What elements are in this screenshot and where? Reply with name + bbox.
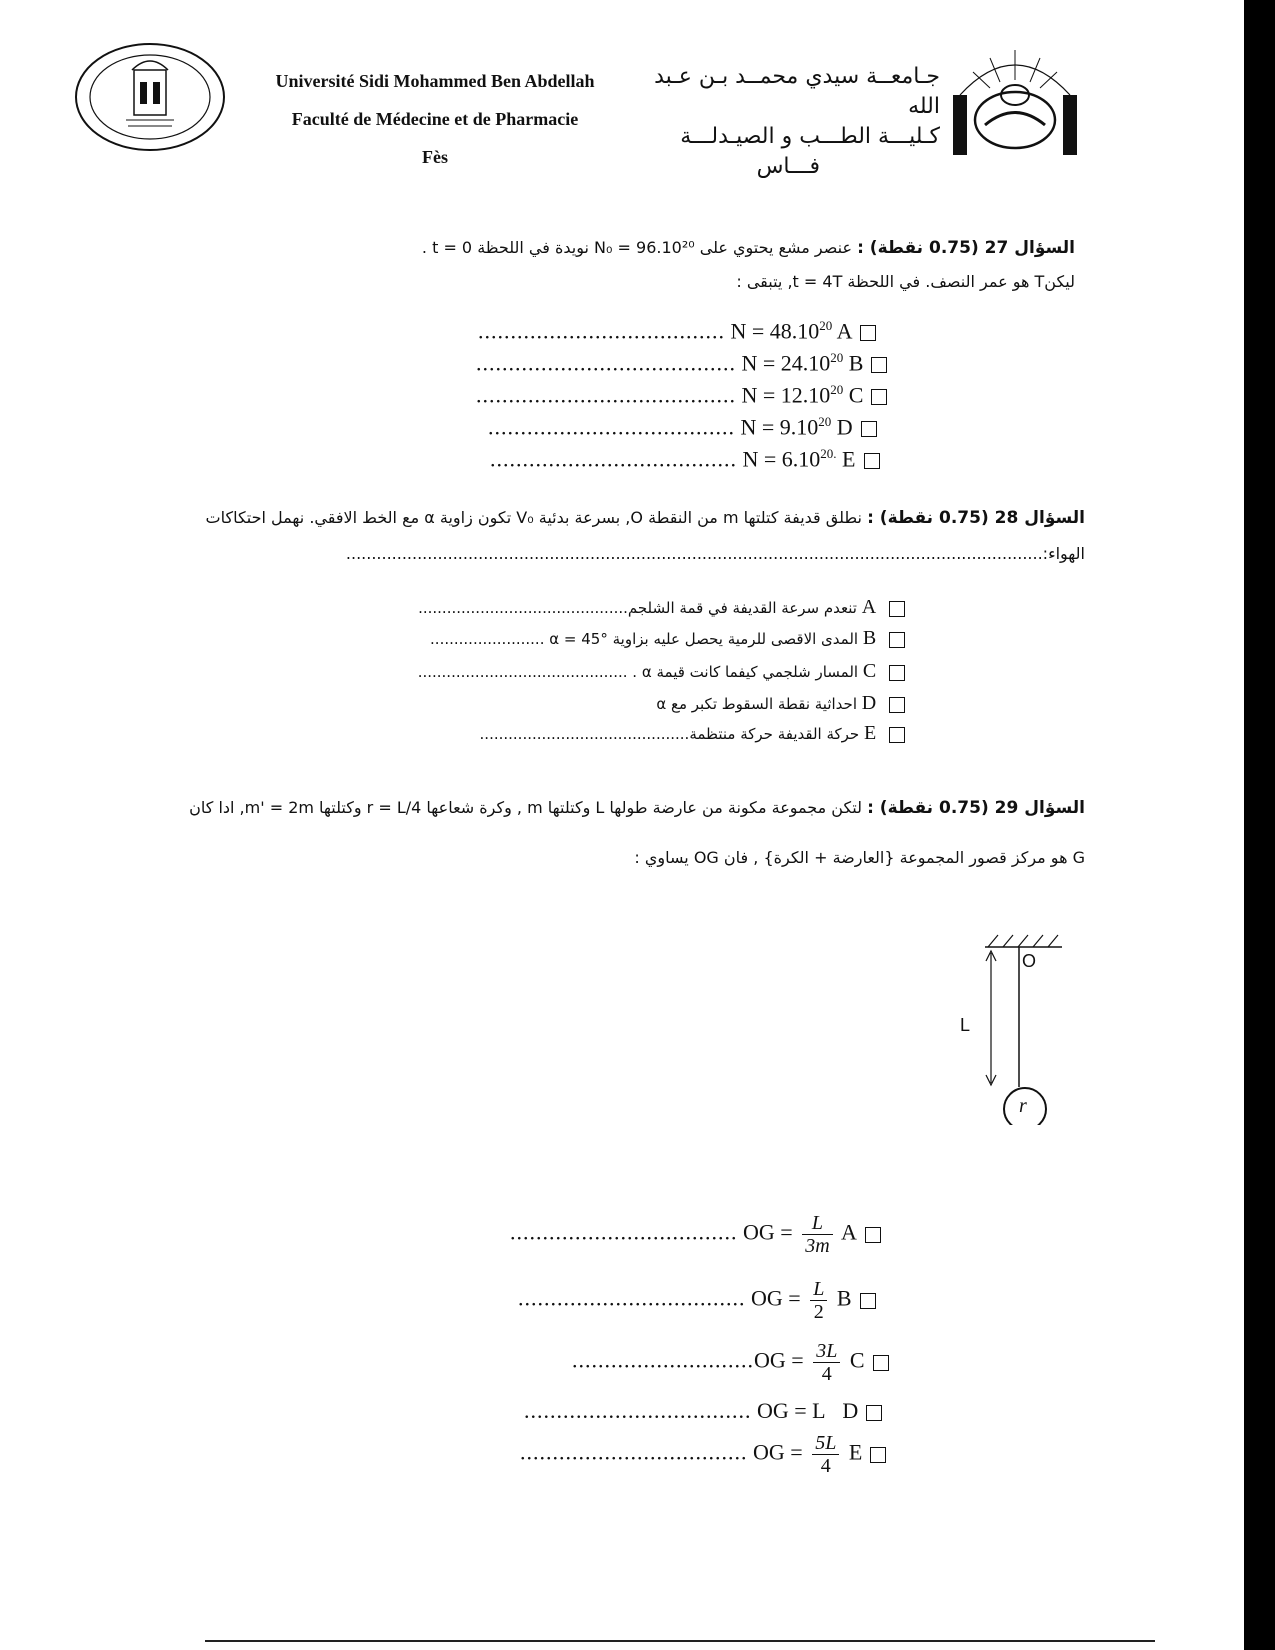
q28-text-line2	[185, 544, 1085, 563]
option-exponent: 20	[819, 318, 833, 333]
label-o: O	[1022, 951, 1037, 971]
q28-dots-line: .........................................................................................................................................	[345, 544, 1043, 563]
answer-dots: ............................................	[418, 599, 628, 617]
option-exponent: 20.	[820, 446, 837, 461]
option-letter: C	[849, 1347, 865, 1373]
option-expression: N = 9.10	[740, 414, 819, 440]
checkbox[interactable]	[889, 665, 905, 681]
answer-dots: ............................................	[417, 663, 628, 681]
faculty-name-fr: Faculté de Médecine et de Pharmacie	[291, 109, 579, 129]
checkbox[interactable]	[871, 389, 887, 405]
label-r: r	[1019, 1095, 1027, 1117]
q29-option-d[interactable]	[524, 1398, 882, 1424]
checkbox[interactable]	[860, 1293, 876, 1309]
option-lhs: OG =	[754, 1347, 804, 1373]
faculty-seal-logo	[70, 40, 230, 155]
city-ar: فـــاس	[756, 154, 820, 179]
checkbox[interactable]	[865, 1227, 881, 1243]
q29-option-b[interactable]	[518, 1278, 876, 1323]
checkbox[interactable]	[889, 601, 905, 617]
answer-dots: ...................................	[520, 1439, 748, 1465]
q29-option-e[interactable]	[520, 1432, 886, 1477]
q27-statement	[195, 238, 1075, 258]
q28-air-label: الهواء:	[1042, 544, 1085, 563]
q27-option-d[interactable]	[488, 414, 877, 440]
q27-option-b[interactable]	[476, 350, 887, 376]
answer-dots: ......................................	[490, 446, 737, 472]
answer-dots: ........................................	[476, 382, 736, 408]
q28-option-b[interactable]	[430, 627, 905, 650]
q27-title: السؤال 27 (0.75 نقطة) :	[857, 238, 1075, 258]
option-letter: E	[864, 722, 877, 744]
q29-title: السؤال 29 (0.75 نقطة) :	[867, 798, 1085, 818]
option-expression: N = 12.10	[741, 382, 831, 408]
q27-text-line1: عنصر مشع يحتوي على N₀ = 96.10²⁰ نويدة في اللحظة t = 0 .	[421, 238, 852, 257]
answer-dots: ......................................	[478, 318, 725, 344]
option-expression: N = 6.10	[742, 446, 821, 472]
university-emblem-logo	[945, 40, 1085, 160]
option-letter: A	[861, 596, 877, 618]
option-letter: B	[862, 627, 877, 649]
answer-dots: ............................	[572, 1347, 754, 1373]
q28-title: السؤال 28 (0.75 نقطة) :	[867, 508, 1085, 528]
q27-option-a[interactable]	[478, 318, 876, 344]
scan-edge-bar	[1244, 0, 1275, 1650]
fraction-denominator: 4	[821, 1363, 832, 1385]
university-name-ar: جـامعــة سيدي محمــد بـن عـبد الله	[654, 64, 940, 119]
checkbox[interactable]	[889, 727, 905, 743]
option-text: احداثية نقطة السقوط تكبر مع α	[656, 695, 857, 713]
answer-dots: ............................................	[479, 725, 690, 743]
option-exponent: 20	[818, 414, 832, 429]
q29-text-line2: G هو مركز قصور المجموعة {العارضة + الكرة} , فان OG يساوي :	[634, 848, 1085, 867]
fraction-numerator: 3L	[813, 1340, 840, 1363]
checkbox[interactable]	[873, 1355, 889, 1371]
checkbox[interactable]	[870, 1447, 886, 1463]
option-letter: B	[836, 1285, 852, 1311]
header-french	[235, 62, 635, 176]
option-letter: C	[848, 382, 864, 408]
option-letter: A	[840, 1219, 857, 1245]
checkbox[interactable]	[860, 325, 876, 341]
option-lhs: OG =	[753, 1439, 803, 1465]
q29-statement	[165, 798, 1085, 818]
q28-text-line1: نطلق قديفة كتلتها m من النقطة O, بسرعة بدئية V₀ تكون زاوية α مع الخط الافقي. نهمل احتكاكات	[205, 508, 862, 527]
q27-option-c[interactable]	[476, 382, 887, 408]
option-fraction	[802, 1212, 832, 1257]
checkbox[interactable]	[861, 421, 877, 437]
option-exponent: 20	[830, 350, 844, 365]
option-lhs: OG = L	[757, 1398, 825, 1423]
header-arabic	[640, 62, 940, 182]
option-letter: D	[842, 1398, 859, 1423]
checkbox[interactable]	[889, 632, 905, 648]
option-expression: N = 48.10	[730, 318, 820, 344]
q28-option-a[interactable]	[418, 596, 905, 619]
university-name-fr: Université Sidi Mohammed Ben Abdellah	[275, 71, 595, 91]
option-expression: N = 24.10	[741, 350, 831, 376]
option-text: تنعدم سرعة القديفة في قمة الشلجم	[627, 599, 857, 617]
option-text: المدى الاقصى للرمية يحصل عليه بزاوية α = 45°	[549, 630, 859, 648]
checkbox[interactable]	[866, 1405, 882, 1421]
q29-option-a[interactable]	[510, 1212, 881, 1257]
q28-option-d[interactable]	[656, 692, 905, 715]
q29-option-c[interactable]	[572, 1340, 889, 1385]
option-letter: D	[836, 414, 853, 440]
option-fraction	[812, 1432, 839, 1477]
option-letter: D	[861, 692, 877, 714]
option-letter: E	[842, 446, 856, 472]
city-fr: Fès	[422, 147, 448, 167]
answer-dots: ........................	[430, 630, 545, 648]
q28-option-c[interactable]	[418, 660, 905, 683]
option-letter: E	[848, 1439, 863, 1465]
answer-dots: ......................................	[488, 414, 735, 440]
option-letter: B	[848, 350, 864, 376]
rod-ball-figure	[950, 925, 1080, 1125]
footer-rule	[205, 1640, 1155, 1642]
checkbox[interactable]	[864, 453, 880, 469]
fraction-denominator: 3m	[805, 1235, 830, 1257]
checkbox[interactable]	[871, 357, 887, 373]
option-lhs: OG =	[751, 1285, 801, 1311]
fraction-numerator: L	[802, 1212, 832, 1235]
fraction-denominator: 2	[813, 1301, 824, 1323]
option-fraction	[813, 1340, 840, 1385]
fraction-numerator: 5L	[812, 1432, 839, 1455]
q28-option-e[interactable]	[480, 722, 905, 745]
answer-dots: ...................................	[518, 1285, 746, 1311]
label-l: L	[960, 1015, 971, 1035]
fraction-numerator: L	[810, 1278, 827, 1301]
q27-text-line2: ليكنT هو عمر النصف. في اللحظة t = 4T, يتبقى :	[736, 272, 1075, 291]
q29-text-line1: لتكن مجموعة مكونة من عارضة طولها L وكتلتها m , وكرة شعاعها r = L/4 وكتلتها m' = 2m, ادا كان	[189, 798, 862, 817]
option-letter: A	[836, 318, 853, 344]
q27-option-e[interactable]	[490, 446, 880, 472]
answer-dots: ...................................	[524, 1398, 752, 1423]
option-fraction	[810, 1278, 827, 1323]
option-text: المسار شلجمي كيفما كانت قيمة α .	[632, 663, 859, 681]
answer-dots: ........................................	[476, 350, 736, 376]
q28-statement	[185, 508, 1085, 528]
fraction-denominator: 4	[820, 1455, 831, 1477]
option-text: حركة القديفة حركة منتظمة	[689, 725, 860, 743]
option-lhs: OG =	[743, 1219, 793, 1245]
checkbox[interactable]	[889, 697, 905, 713]
option-letter: C	[862, 660, 877, 682]
answer-dots: ...................................	[510, 1219, 738, 1245]
option-exponent: 20	[830, 382, 844, 397]
faculty-name-ar: كـليـــة الطـــب و الصيـدلـــة	[680, 124, 940, 149]
